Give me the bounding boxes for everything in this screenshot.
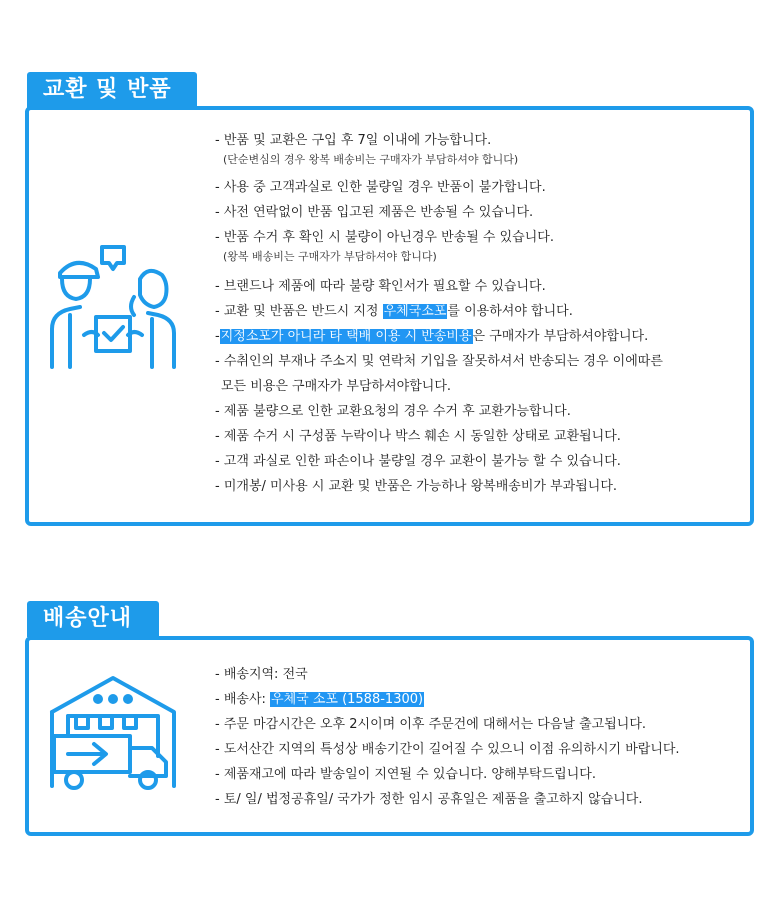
list-item: - 미개봉/ 미사용 시 교환 및 반품은 가능하나 왕복배송비가 부과됩니다. xyxy=(215,479,618,494)
list-item: - 사전 연락없이 반품 입고된 제품은 반송될 수 있습니다. xyxy=(215,205,534,220)
list-item-note: (단순변심의 경우 왕복 배송비는 구매자가 부담하셔야 합니다) xyxy=(223,153,519,166)
list-item: - 토/ 일/ 법정공휴일/ 국가가 정한 임시 공휴일은 제품을 출고하지 않습니다. xyxy=(215,792,643,807)
list-item: - 제품재고에 따라 발송일이 지연될 수 있습니다. 양해부탁드립니다. xyxy=(215,767,596,782)
list-item: - 고객 과실로 인한 파손이나 불량일 경우 교환이 불가능 할 수 있습니다. xyxy=(215,454,621,469)
list-item: - 주문 마감시간은 오후 2시이며 이후 주문건에 대해서는 다음날 출고됩니다. xyxy=(215,717,647,732)
exchange-list xyxy=(215,128,663,499)
list-item-continued: 모든 비용은 구매자가 부담하셔야합니다. xyxy=(221,379,452,394)
highlight-post-office: 우체국소포 xyxy=(383,304,447,319)
shipping-section-title: 배송안내 xyxy=(27,601,159,637)
shipping-list xyxy=(215,662,680,812)
list-item: - 제품 수거 시 구성품 누락이나 박스 훼손 시 동일한 상태로 교환됩니다. xyxy=(215,429,621,444)
exchange-section-title: 교환 및 반품 xyxy=(27,72,197,108)
list-item: - 도서산간 지역의 특성상 배송기간이 길어질 수 있으니 이점 유의하시기 바랍니다. xyxy=(215,742,680,757)
list-item: - 배송사: 우체국 소포 (1588-1300) xyxy=(215,692,424,707)
list-item-note: (왕복 배송비는 구매자가 부담하셔야 합니다) xyxy=(223,250,437,263)
highlight-return-cost: 지정소포가 아니라 타 택배 이용 시 반송비용 xyxy=(220,329,472,344)
list-item: -지정소포가 아니라 타 택배 이용 시 반송비용은 구매자가 부담하셔야합니다. xyxy=(215,329,649,344)
customer-exchange-icon xyxy=(48,235,178,375)
highlight-courier: 우체국 소포 (1588-1300) xyxy=(271,692,424,707)
list-item: - 사용 중 고객과실로 인한 불량일 경우 반품이 불가합니다. xyxy=(215,180,546,195)
list-item: - 교환 및 반품은 반드시 지정 우체국소포를 이용하셔야 합니다. xyxy=(215,304,573,319)
list-item: - 제품 불량으로 인한 교환요청의 경우 수거 후 교환가능합니다. xyxy=(215,404,571,419)
list-item: - 반품 및 교환은 구입 후 7일 이내에 가능합니다. xyxy=(215,133,492,148)
list-item: - 반품 수거 후 확인 시 불량이 아닌경우 반송될 수 있습니다. xyxy=(215,230,554,245)
list-item: - 브랜드나 제품에 따라 불량 확인서가 필요할 수 있습니다. xyxy=(215,279,546,294)
list-item: - 수취인의 부재나 주소지 및 연락처 기입을 잘못하셔서 반송되는 경우 이에따른 xyxy=(215,354,663,369)
delivery-warehouse-icon xyxy=(48,672,178,797)
list-item: - 배송지역: 전국 xyxy=(215,667,308,682)
